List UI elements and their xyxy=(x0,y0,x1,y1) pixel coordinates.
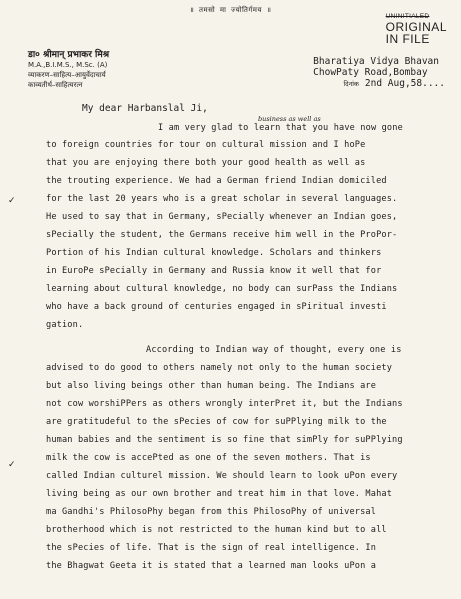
body-line: I am very glad to learn that you have now gone xyxy=(158,123,403,133)
body-line: sPecially the student, the Germans receive him well in the ProPor- xyxy=(46,230,398,240)
sender-degrees: M.A.,B.I.M.S., M.Sc. (A) xyxy=(28,61,108,69)
body-line: are gratitudeful to the sPecies of cow for suPPlying milk to the xyxy=(46,417,387,427)
date-value: 2nd Aug,58.... xyxy=(364,78,445,89)
body-line: gation. xyxy=(46,320,84,330)
body-line: called Indian culturel mission. We should learn to look uPon every xyxy=(46,471,398,481)
body-line: human babies and the sentiment is so fine that simPly for suPPlying xyxy=(46,435,403,445)
body-line: According to Indian way of thought, every one is xyxy=(146,345,402,355)
body-line: to foreign countries for tour on cultural mission and I hoPe xyxy=(46,140,366,150)
body-line: ma Gandhi's PhilosoPhy began from this PhilosoPhy of universal xyxy=(46,507,377,517)
body-line: but also living beings other than human being. The Indians are xyxy=(46,381,377,391)
stamp-in-file: IN FILE xyxy=(385,31,430,46)
body-line: in EuroPe sPecially in Germany and Russia know it well that for xyxy=(46,266,382,276)
stamp-original: ORIGINAL xyxy=(385,19,447,34)
body-line: the Bhagwat Geeta it is stated that a learned man looks uPon a xyxy=(46,561,377,571)
handwritten-insertion: business as well as xyxy=(258,115,321,123)
body-line: Portion of his Indian cultural knowledge. Scholars and thinkers xyxy=(46,248,382,258)
letterhead-sender xyxy=(28,50,109,90)
original-in-file-stamp xyxy=(386,14,447,45)
body-line: not cow worshiPPers as others wrongly interPret it, but the Indians xyxy=(46,399,403,409)
margin-tick-mark: ✓ xyxy=(8,196,16,206)
body-line: brotherhood which is not restricted to the human kind but to all xyxy=(46,525,387,535)
stamp-uninitialed: UNINITIALED xyxy=(385,13,430,20)
date-label: दिनांक xyxy=(343,80,359,88)
sanskrit-invocation: ॥ तमसो मा ज्योतिर्गमय ॥ xyxy=(189,6,272,14)
body-line: milk the cow is accePted as one of the seven mothers. That is xyxy=(46,453,371,463)
body-line: that you are enjoying there both your good health as well as xyxy=(46,158,366,168)
body-line: who have a back ground of centuries engaged in sPiritual investi xyxy=(46,302,387,312)
org-name: Bharatiya Vidya Bhavan xyxy=(313,56,439,67)
letter-date xyxy=(344,78,446,89)
sender-subjects: व्याकरण–साहित्य–आयुर्वेदाचार्य xyxy=(28,71,106,79)
body-line: the trouting experience. We had a German friend Indian domiciled xyxy=(46,176,387,186)
sender-titles: काव्यतीर्थ–साहित्यरत्न xyxy=(28,81,83,89)
body-line: the sPecies of life. That is the sign of real intelligence. In xyxy=(46,543,377,553)
org-address: ChowPaty Road,Bombay xyxy=(313,67,428,78)
salutation: My dear Harbanslal Ji, xyxy=(82,103,208,114)
letterhead-address xyxy=(313,56,439,78)
body-line: for the last 20 years who is a great scholar in several languages. xyxy=(46,194,398,204)
body-line: learning about cultural knowledge, no body can surPass the Indians xyxy=(46,284,398,294)
margin-tick-mark: ✓ xyxy=(8,460,16,470)
body-line: advised to do good to others namely not only to the human society xyxy=(46,363,393,373)
body-line: He used to say that in Germany, sPecially whenever an Indian goes, xyxy=(46,212,398,222)
sender-name: डा० श्रीमान् प्रभाकर मिश्र xyxy=(28,50,110,60)
body-line: living being as our own brother and treat him in that love. Mahat xyxy=(46,489,393,499)
